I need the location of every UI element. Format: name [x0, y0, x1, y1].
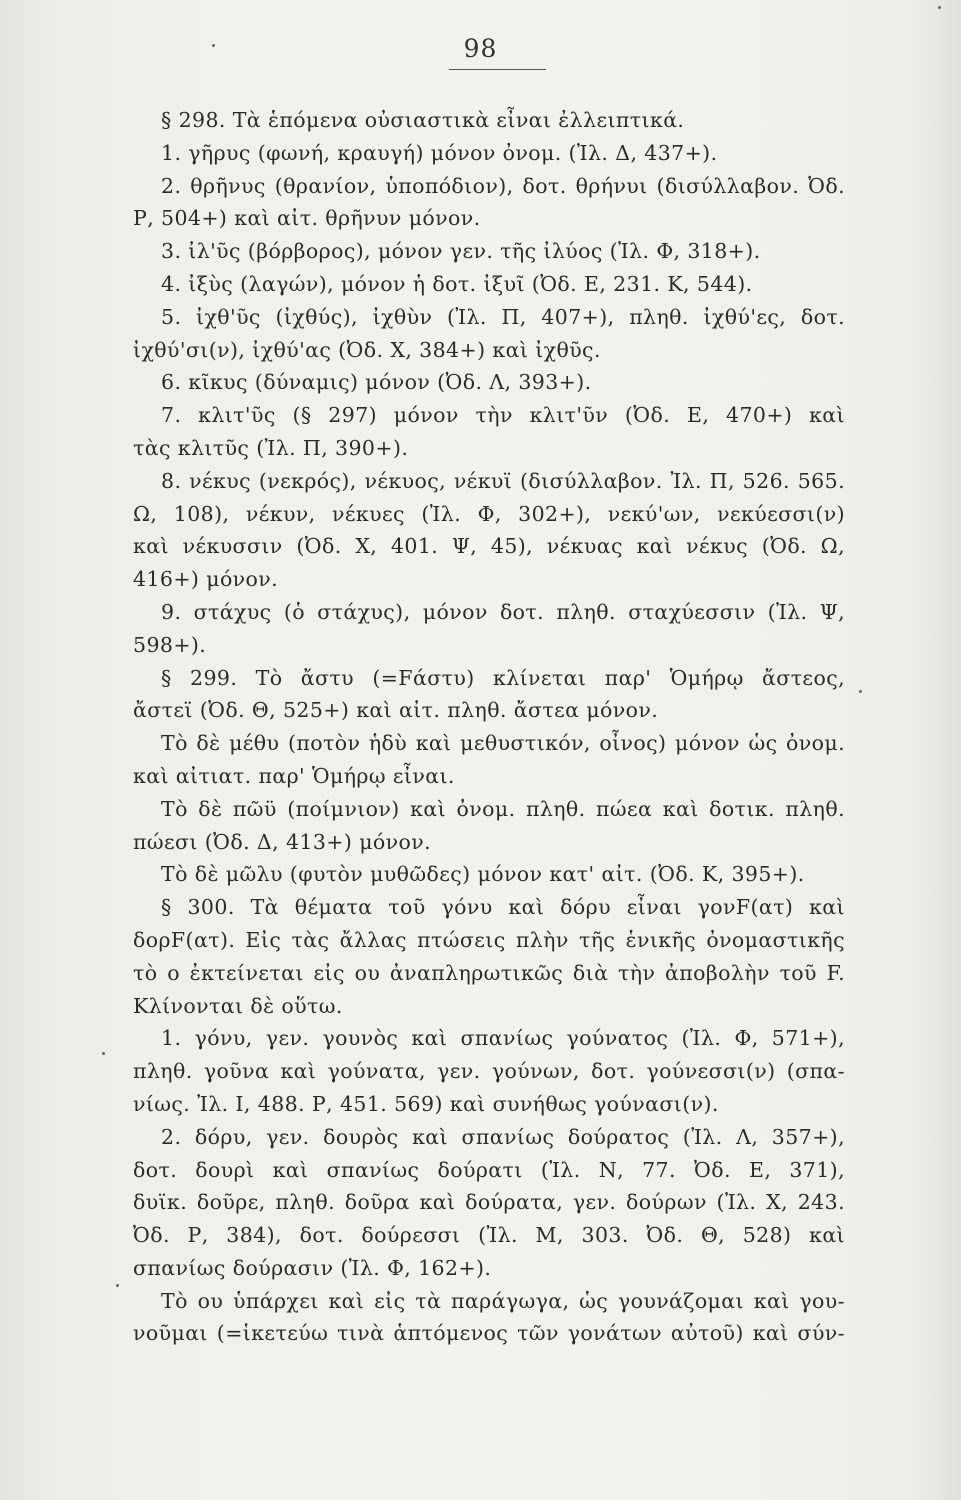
text-line: Τὸ δὲ πῶϋ (ποίμνιον) καὶ ὀνομ. πληθ. πώεα καὶ δοτικ. πληθ.: [161, 796, 845, 821]
text-line: 2. θρῆνυς (θρανίον, ὑποπόδιον), δοτ. θρήνυι (δισύλλαβον. Ὀδ.: [161, 173, 845, 198]
text-line: σπανίως δούρασιν (Ἰλ. Φ, 162+).: [133, 1255, 492, 1280]
text-line: καὶ αἰτιατ. παρ' Ὁμήρῳ εἶναι.: [133, 763, 455, 788]
print-speck: [116, 1284, 119, 1287]
text-line: δυϊκ. δοῦρε, πληθ. δοῦρα καὶ δούρατα, γεν. δούρων (Ἰλ. Χ, 243.: [133, 1190, 845, 1215]
text-line: 8. νέκυς (νεκρός), νέκυος, νέκυϊ (δισύλλαβον. Ἰλ. Π, 526. 565.: [161, 468, 845, 493]
text-line: καὶ νέκυσσιν (Ὀδ. Χ, 401. Ψ, 45), νέκυας καὶ νέκυς (Ὀδ. Ω,: [133, 534, 845, 559]
text-line: Ω, 108), νέκυν, νέκυες (Ἰλ. Φ, 302+), νεκύ'ων, νεκύεσσι(ν): [133, 501, 845, 526]
text-line: πληθ. γοῦνα καὶ γούνατα, γεν. γούνων, δοτ. γούνεσσι(ν) (σπα-: [133, 1059, 845, 1084]
text-line: 2. δόρυ, γεν. δουρὸς καὶ σπανίως δούρατος (Ἰλ. Λ, 357+),: [161, 1124, 845, 1149]
text-line: ἰχθύ'σι(ν), ἰχθύ'ας (Ὀδ. Χ, 384+) καὶ ἰχθῦς.: [133, 337, 601, 362]
text-line: Τὸ ου ὑπάρχει καὶ εἰς τὰ παράγωγα, ὡς γουνάζομαι καὶ γου-: [161, 1288, 845, 1313]
page-number: 98: [463, 34, 498, 63]
text-line: Ὀδ. Ρ, 384), δοτ. δούρεσσι (Ἰλ. Μ, 303. Ὀδ. Θ, 528) καὶ: [133, 1223, 845, 1248]
text-line: τὸ ο ἐκτείνεται εἰς ου ἀναπληρωτικῶς διὰ τὴν ἀποβολὴν τοῦ F.: [133, 960, 845, 985]
print-speck: [102, 1052, 105, 1055]
text-line: 416+) μόνον.: [133, 567, 279, 592]
text-line: Τὸ δὲ μέθυ (ποτὸν ἡδὺ καὶ μεθυστικόν, οἶνος) μόνον ὡς ὀνομ.: [161, 731, 845, 756]
text-line: § 299. Τὸ ἄστυ (=Fάστυ) κλίνεται παρ' Ὁμήρῳ ἄστεος,: [161, 665, 845, 690]
text-line: 9. στάχυς (ὁ στάχυς), μόνον δοτ. πληθ. σταχύεσσιν (Ἰλ. Ψ,: [161, 599, 845, 624]
text-line: τὰς κλιτῦς (Ἰλ. Π, 390+).: [133, 435, 409, 460]
text-line: δορF(ατ). Εἰς τὰς ἄλλας πτώσεις πλὴν τῆς ἑνικῆς ὀνομαστικῆς: [133, 927, 845, 952]
body-text: [133, 104, 845, 1350]
text-line: Τὸ δὲ μῶλυ (φυτὸν μυθῶδες) μόνον κατ' αἰτ. (Ὀδ. Κ, 395+).: [161, 862, 805, 887]
text-line: ἄστεϊ (Ὀδ. Θ, 525+) καὶ αἰτ. πληθ. ἄστεα μόνον.: [133, 698, 659, 723]
text-line: 4. ἰξὺς (λαγών), μόνον ἡ δοτ. ἰξυῖ (Ὀδ. Ε, 231. Κ, 544).: [161, 271, 753, 296]
text-line: νίως. Ἰλ. Ι, 488. Ρ, 451. 569) καὶ συνήθως γούνασι(ν).: [133, 1091, 719, 1116]
text-line: § 300. Τὰ θέματα τοῦ γόνυ καὶ δόρυ εἶναι γονF(ατ) καὶ: [161, 895, 845, 920]
text-line: § 298. Τὰ ἑπόμενα οὐσιαστικὰ εἶναι ἐλλειπτικά.: [161, 108, 685, 132]
text-line: Κλίνονται δὲ οὕτω.: [133, 993, 343, 1018]
text-line: Ρ, 504+) καὶ αἰτ. θρῆνυν μόνον.: [133, 206, 481, 231]
text-line: 6. κῖκυς (δύναμις) μόνον (Ὀδ. Λ, 393+).: [161, 370, 592, 395]
text-line: 3. ἰλ'ῦς (βόρβορος), μόνον γεν. τῆς ἰλύος (Ἰλ. Φ, 318+).: [161, 239, 761, 264]
print-speck: [859, 690, 862, 693]
text-line: 598+).: [133, 632, 207, 657]
text-line: δοτ. δουρὶ καὶ σπανίως δούρατι (Ἰλ. Ν, 77. Ὀδ. Ε, 371),: [133, 1157, 845, 1182]
text-line: νοῦμαι (=ἱκετεύω τινὰ ἁπτόμενος τῶν γονάτων αὐτοῦ) καὶ σύν-: [133, 1321, 845, 1346]
print-speck: [938, 6, 941, 9]
text-line: 1. γόνυ, γεν. γουνὸς καὶ σπανίως γούνατος (Ἰλ. Φ, 571+),: [161, 1026, 845, 1051]
print-speck: [212, 44, 215, 47]
text-line: 7. κλιτ'ῦς (§ 297) μόνον τὴν κλιτ'ῦν (Ὀδ. Ε, 470+) καὶ: [161, 403, 845, 428]
text-line: 5. ἰχθ'ῦς (ἰχθύς), ἰχθὺν (Ἰλ. Π, 407+), πληθ. ἰχθύ'ες, δοτ.: [161, 304, 845, 329]
text-line: 1. γῆρυς (φωνή, κραυγή) μόνον ὀνομ. (Ἰλ. Δ, 437+).: [161, 140, 718, 165]
page-number-rule: [449, 69, 546, 70]
text-line: πώεσι (Ὀδ. Δ, 413+) μόνον.: [133, 829, 432, 854]
